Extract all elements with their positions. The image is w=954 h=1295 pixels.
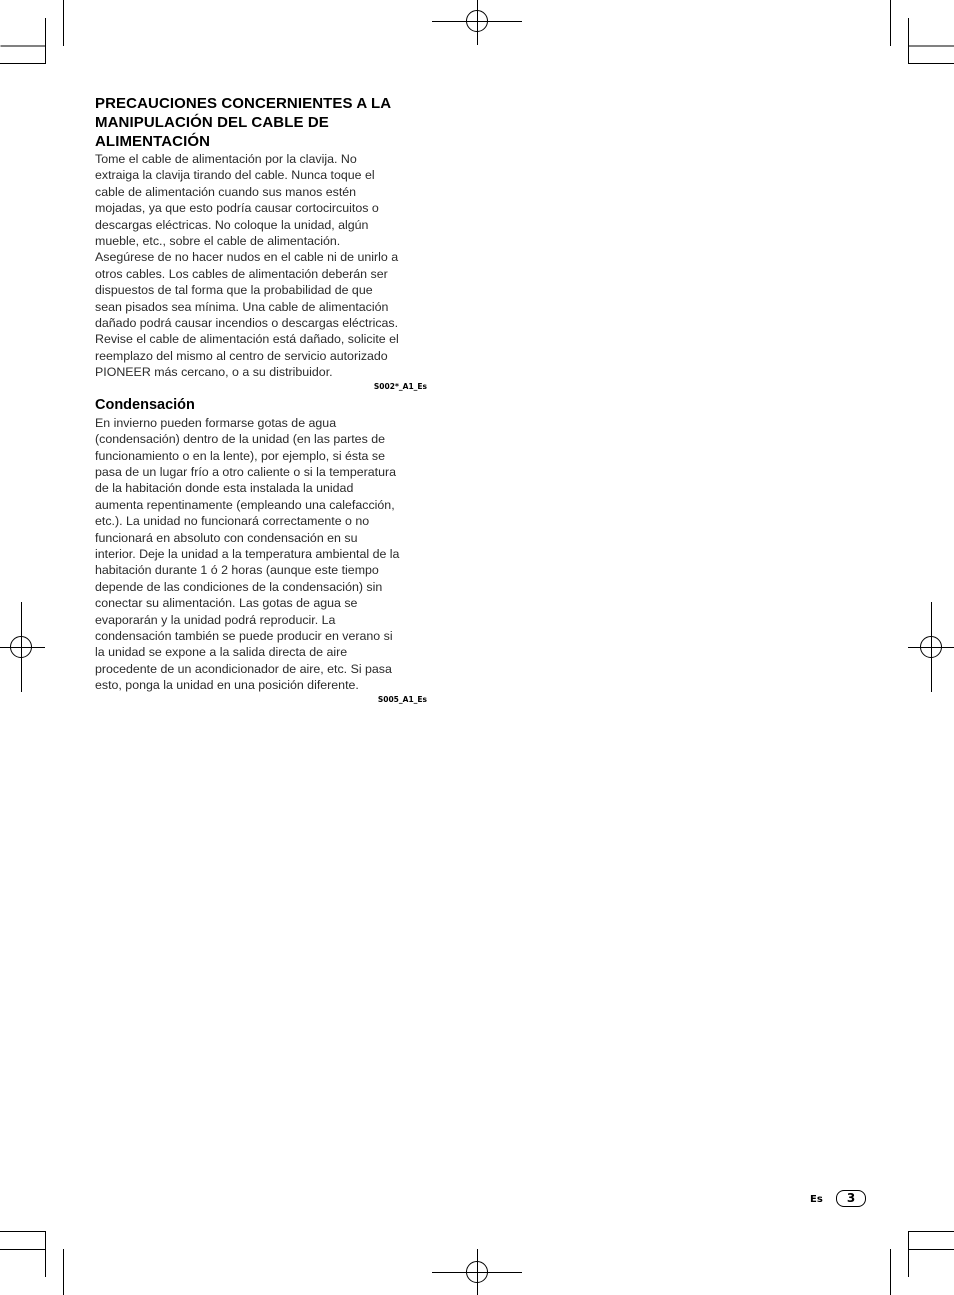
body-line: Tome el cable de alimentación por la clavija. No xyxy=(95,152,357,166)
document-code: S005_A1_Es xyxy=(377,694,427,704)
body-line: sean pisados sea mínima. Una cable de alimentación xyxy=(95,299,389,314)
body-line: esto, ponga la unidad en una posición diferente. xyxy=(95,678,359,693)
body-line: pasa de un lugar frío a otro caliente o si la temperatura xyxy=(95,464,396,479)
body-line: descargas eléctricas. No coloque la unidad, algún xyxy=(95,217,369,232)
registration-mark-bottom xyxy=(432,1249,522,1295)
body-line: etc.). La unidad no funcionará correctamente o no xyxy=(95,514,370,529)
page-number: 3 xyxy=(836,1190,866,1207)
registration-mark-top xyxy=(432,0,522,45)
body-line: funcionará en absoluto con condensación en su xyxy=(95,530,358,545)
heading-line: MANIPULACIÓN DEL CABLE DE xyxy=(95,114,329,131)
body-line: cable de alimentación cuando sus manos estén xyxy=(95,184,357,199)
body-line: la unidad se expone a la salida directa de aire xyxy=(95,645,348,660)
body-line: depende de las condiciones de la condensación) sin xyxy=(95,579,383,594)
body-line: procedente de un acondicionador de aire, etc. Si pasa xyxy=(95,661,392,676)
section-body xyxy=(95,415,427,694)
body-line: dañado podrá causar incendios o descargas eléctricas. xyxy=(95,316,399,331)
registration-mark-right xyxy=(908,602,954,692)
body-line: aumenta repentinamente (empleando una calefacción, xyxy=(95,497,395,512)
language-label: Es xyxy=(810,1194,823,1205)
body-line: (condensación) dentro de la unidad (en las partes de xyxy=(95,432,385,447)
body-line: PIONEER más cercano, o a su distribuidor. xyxy=(95,365,333,380)
section-condensation xyxy=(95,396,427,706)
body-line: Asegúrese de no hacer nudos en el cable ni de unirlo a xyxy=(95,250,399,265)
body-line: de la habitación donde esta instalada la unidad xyxy=(95,481,354,496)
document-code: S002*_A1_Es xyxy=(373,381,427,391)
section-heading xyxy=(95,94,427,151)
body-line: interior. Deje la unidad a la temperatura ambiental de la xyxy=(95,546,400,561)
body-line: condensación también se puede producir en verano si xyxy=(95,628,393,643)
body-line: otros cables. Los cables de alimentación deberán ser xyxy=(95,266,388,281)
body-line: dispuestos de tal forma que la probabilidad de que xyxy=(95,283,373,298)
section-power-cord-precautions xyxy=(95,94,427,393)
text-column xyxy=(95,94,427,706)
body-line: evaporarán y la unidad podrá reproducir. La xyxy=(95,612,336,627)
body-line: reemplazo del mismo al centro de servicio autorizado xyxy=(95,348,388,363)
body-line: mueble, etc., sobre el cable de alimentación. xyxy=(95,234,341,249)
body-line: extraiga la clavija tirando del cable. Nunca toque el xyxy=(95,168,375,183)
registration-mark-left xyxy=(0,602,45,692)
body-line: habitación durante 1 ó 2 horas (aunque este tiempo xyxy=(95,563,379,578)
body-line: funcionamiento o en la lente), por ejemplo, si ésta se xyxy=(95,448,385,463)
body-line: Revise el cable de alimentación está dañado, solicite el xyxy=(95,332,399,347)
section-heading: Condensación xyxy=(95,396,195,413)
body-line: mojadas, ya que esto podría causar cortocircuitos o xyxy=(95,201,379,216)
body-line: conectar su alimentación. Las gotas de agua se xyxy=(95,596,358,611)
body-line: En invierno pueden formarse gotas de agua xyxy=(95,415,337,430)
heading-line: ALIMENTACIÓN xyxy=(95,133,211,150)
section-body xyxy=(95,151,427,381)
heading-line: PRECAUCIONES CONCERNIENTES A LA xyxy=(95,95,392,112)
